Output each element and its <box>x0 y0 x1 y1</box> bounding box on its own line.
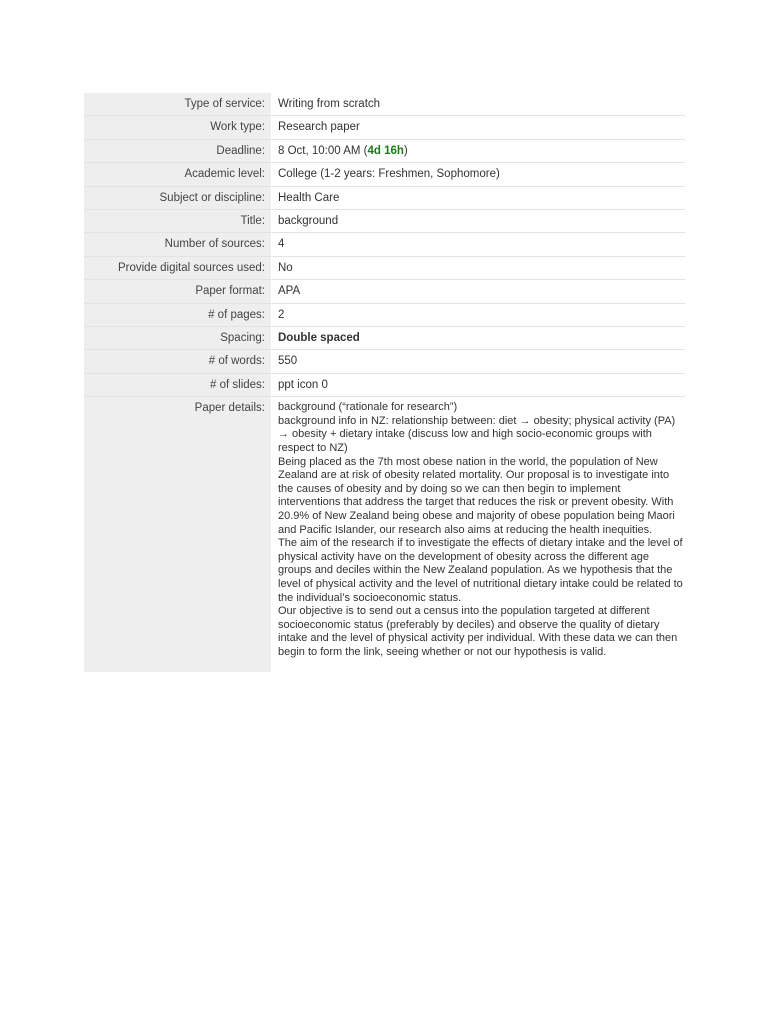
field-value: 4 <box>271 233 685 256</box>
details-paragraph: The aim of the research if to investigate the effects of dietary intake and the level of physical activity have on the development of obesity across the different age groups and deciles within the New Zealand population. As we hypothesis that the level of physical activity and the level of nutritional dietary intake could be related to the individual’s socioeconomic status. <box>278 537 683 604</box>
field-label: Title: <box>84 210 271 233</box>
field-label: Spacing: <box>84 327 271 350</box>
field-value: APA <box>271 280 685 303</box>
field-value: 550 <box>271 350 685 373</box>
field-value: background <box>271 210 685 233</box>
row-pages <box>84 303 685 326</box>
details-paragraph: Our objective is to send out a census into the population targeted at different socioeconomic status (preferably by deciles) and observe the quality of dietary intake and the level of physical activity per individual. With these data we can then begin to form the link, seeing whether or not our hypothesis is valid. <box>278 605 678 658</box>
field-label: Type of service: <box>84 93 271 116</box>
row-spacing <box>84 327 685 350</box>
row-paper-format <box>84 280 685 303</box>
field-value: Writing from scratch <box>271 93 685 116</box>
field-label: Number of sources: <box>84 233 271 256</box>
row-subject <box>84 186 685 209</box>
field-label: Deadline: <box>84 139 271 162</box>
row-type-of-service <box>84 93 685 116</box>
row-paper-details <box>84 397 685 672</box>
field-label: Academic level: <box>84 163 271 186</box>
field-label: Subject or discipline: <box>84 186 271 209</box>
paper-details-value <box>271 397 685 672</box>
row-digital-sources <box>84 256 685 279</box>
field-value: 2 <box>271 303 685 326</box>
row-words <box>84 350 685 373</box>
row-slides <box>84 373 685 396</box>
details-paragraph: Being placed as the 7th most obese nation in the world, the population of New Zealand are at risk of obesity related mortality. Our proposal is to investigate into the causes of obesity and by doing so we can then begin to implement interventions that address the target that reduces the risk or prevent obesity. With 20.9% of New Zealand being obese and majority of obese population being Maori and Pacific Islander, our research also aims at reducing the health inequities. <box>278 455 675 536</box>
field-label: Paper format: <box>84 280 271 303</box>
field-value: No <box>271 256 685 279</box>
field-value: College (1-2 years: Freshmen, Sophomore) <box>271 163 685 186</box>
details-paragraph: background info in NZ: relationship between: diet → obesity; physical activity (PA) → obesity + dietary intake (discuss low and high socio-economic groups with respect to NZ) <box>278 414 676 455</box>
field-label: Work type: <box>84 116 271 139</box>
deadline-value <box>271 139 685 162</box>
row-academic-level <box>84 163 685 186</box>
field-label: Paper details: <box>84 397 271 672</box>
deadline-countdown: 4d 16h <box>367 144 404 157</box>
row-deadline <box>84 139 685 162</box>
paper-details-text <box>278 397 685 659</box>
field-label: # of pages: <box>84 303 271 326</box>
order-details-table <box>84 93 685 672</box>
details-paragraph: background (“rationale for research”) <box>278 401 458 414</box>
deadline-date: 8 Oct, 10:00 AM ( <box>278 144 368 157</box>
deadline-suffix: ) <box>403 144 408 157</box>
row-number-of-sources <box>84 233 685 256</box>
field-label: # of slides: <box>84 373 271 396</box>
field-label: Provide digital sources used: <box>84 256 271 279</box>
row-title <box>84 210 685 233</box>
field-value: Research paper <box>271 116 685 139</box>
field-value: Double spaced <box>271 327 685 350</box>
field-label: # of words: <box>84 350 271 373</box>
field-value: ppt icon 0 <box>271 373 685 396</box>
field-value: Health Care <box>271 186 685 209</box>
row-work-type <box>84 116 685 139</box>
